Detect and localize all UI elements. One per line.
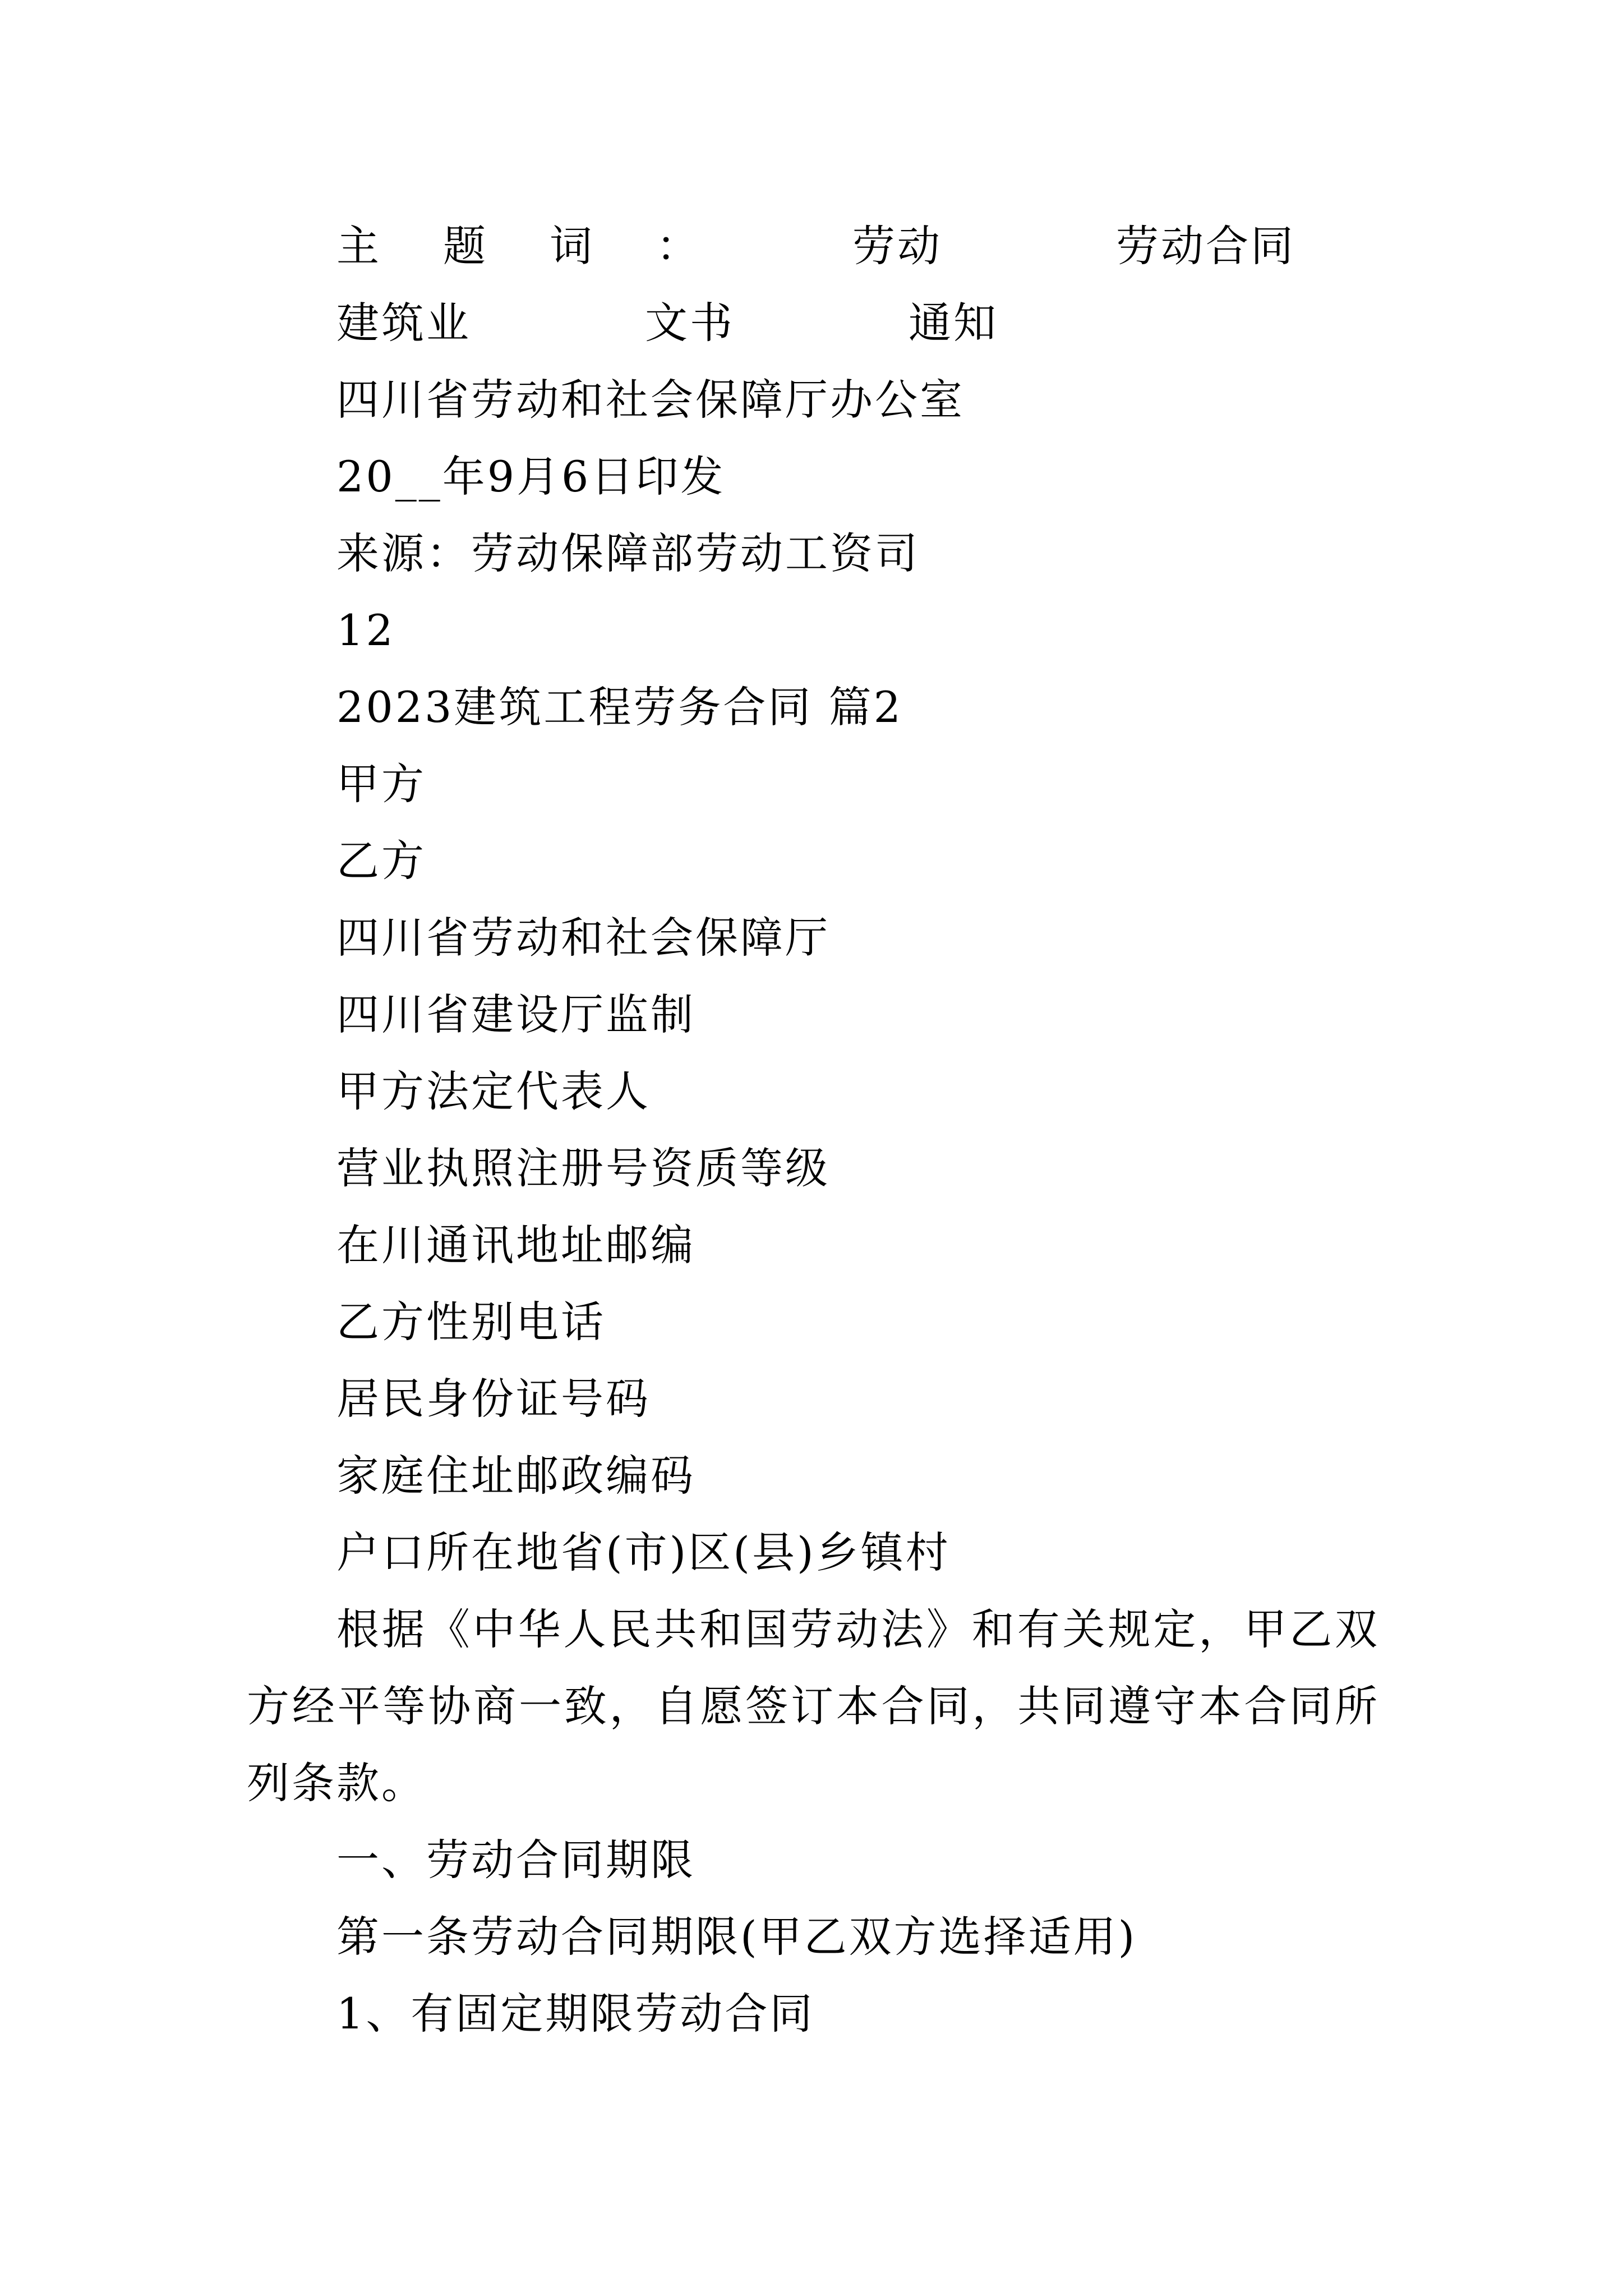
document-body [247, 208, 1380, 2052]
field-party-b-info: 乙方性别电话 [336, 1297, 606, 1347]
party-b-label: 乙方 [336, 836, 426, 886]
keywords-line [247, 208, 1380, 361]
keyword: 劳动合同 [1116, 221, 1295, 271]
field-id-number: 居民身份证号码 [336, 1374, 651, 1424]
page-marker: 12 [336, 605, 395, 655]
supervisor-line-2: 四川省建设厅监制 [336, 990, 695, 1039]
keyword: 劳动 [852, 221, 942, 271]
keyword: 文书 [645, 298, 735, 348]
field-business-license: 营业执照注册号资质等级 [336, 1143, 830, 1193]
section-title: 2023建筑工程劳务合同 篇2 [336, 682, 903, 732]
source-line: 来源：劳动保障部劳动工资司 [336, 528, 920, 578]
party-a-label: 甲方 [336, 759, 426, 809]
keyword: 建筑业 [336, 298, 471, 348]
keyword: 通知 [909, 298, 998, 348]
supervisor-line-1: 四川省劳动和社会保障厅 [336, 913, 830, 963]
article-heading: 第一条劳动合同期限(甲乙双方选择适用) [336, 1912, 1137, 1962]
issue-date-line: 20__年9月6日印发 [336, 452, 726, 501]
field-home-address: 家庭住址邮政编码 [336, 1451, 695, 1501]
field-legal-representative: 甲方法定代表人 [336, 1066, 651, 1116]
keywords-label: 主题词： [336, 221, 763, 271]
field-hukou: 户口所在地省(市)区(县)乡镇村 [336, 1527, 951, 1577]
preamble-paragraph: 根据《中华人民共和国劳动法》和有关规定，甲乙双方经平等协商一致，自愿签订本合同，共同遵守本合同所列条款。 [247, 1604, 1380, 1808]
chapter-heading: 一、劳动合同期限 [336, 1835, 695, 1885]
list-item: 1、有固定期限劳动合同 [336, 1989, 815, 2039]
issuer-line: 四川省劳动和社会保障厅办公室 [336, 375, 965, 425]
field-address: 在川通讯地址邮编 [336, 1220, 695, 1270]
